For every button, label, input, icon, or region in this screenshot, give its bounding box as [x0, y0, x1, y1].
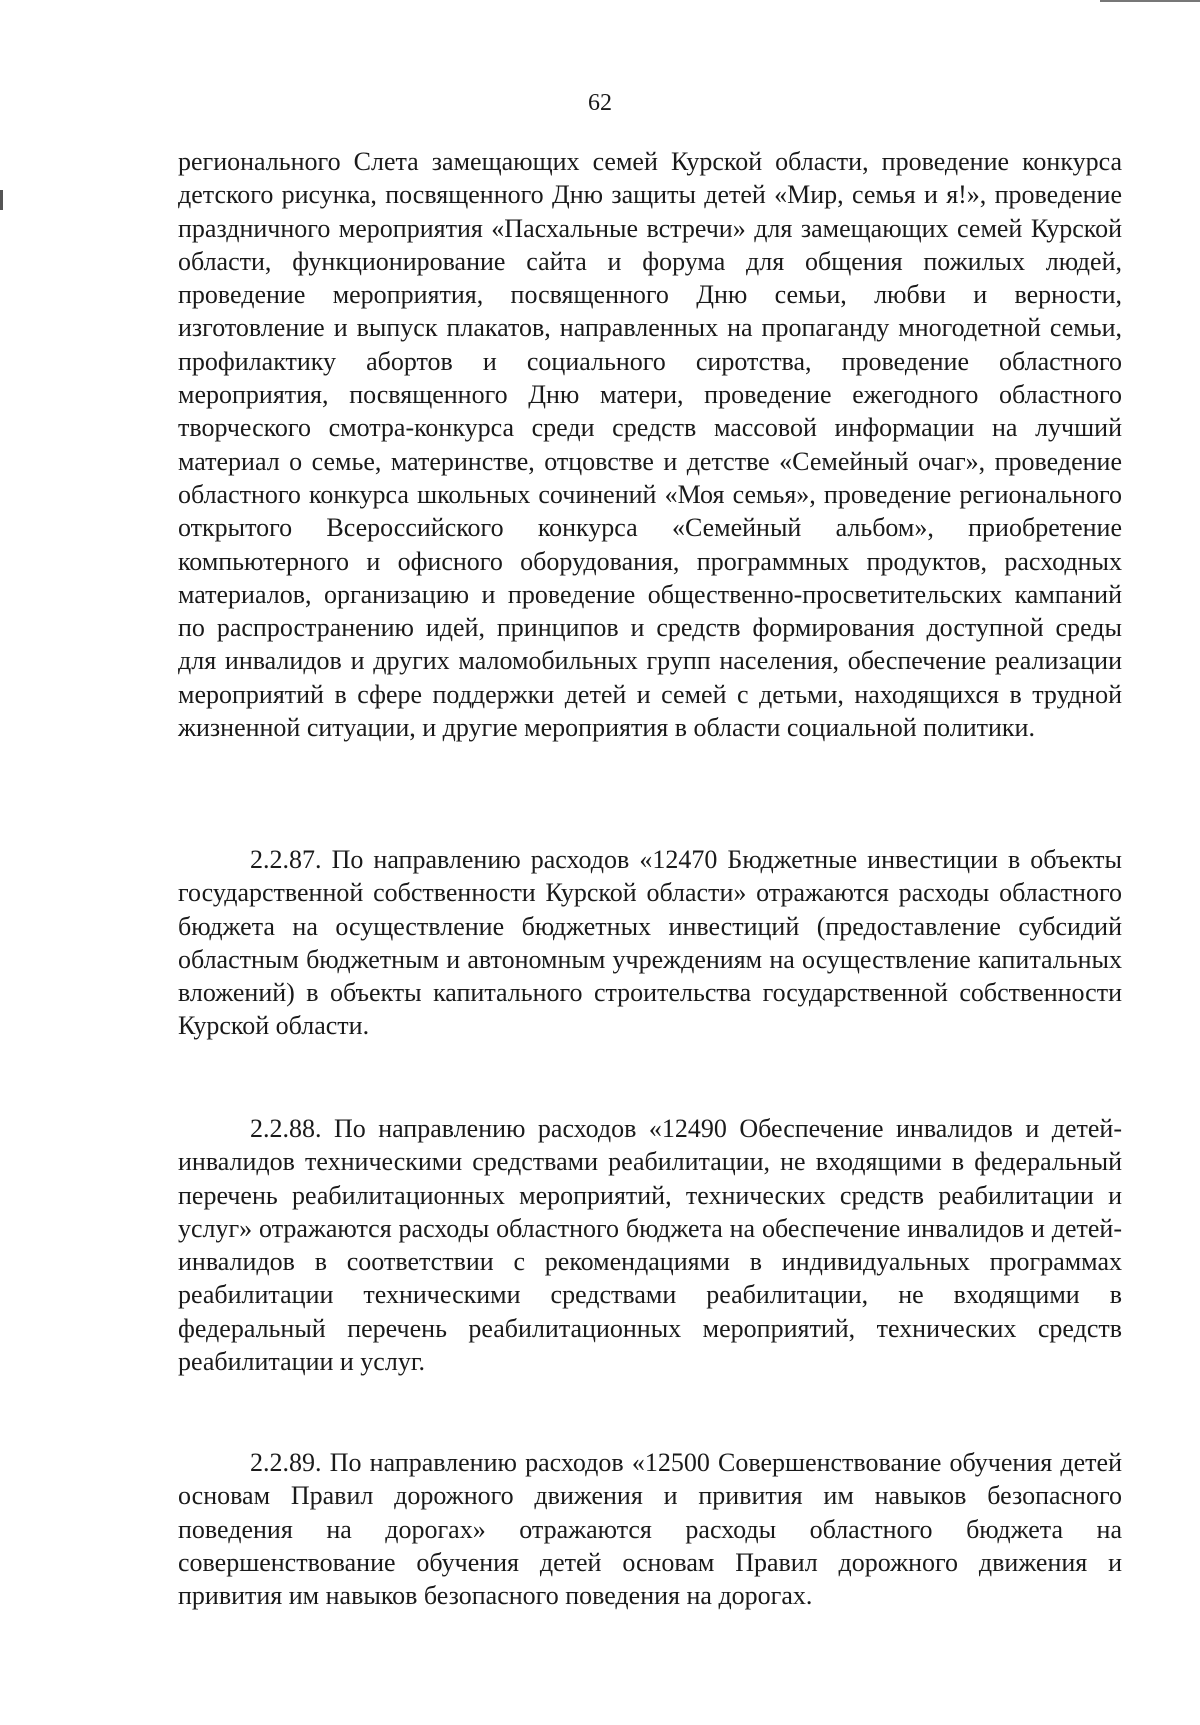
- scan-edge-line: [1100, 0, 1200, 2]
- paragraph-2-2-89: 2.2.89. По направлению расходов «12500 Совершенствование обучения детей основам Правил дорожного движения и привития им навыков безопасного поведения на дорогах» отражаются расходы областного бюджета на совершенствование обучения детей основам Правил дорожного движения и привития им навыков безопасного поведения на дорогах.: [178, 1448, 1122, 1611]
- paragraph-continuation: регионального Слета замещающих семей Курской области, проведение конкурса детского рисунка, посвященного Дню защиты детей «Мир, семья и я!», проведение праздничного мероприятия «Пасхальные встречи» для замещающих семей Курской области, функционирование сайта и форума для общения пожилых людей, проведение мероприятия, посвященного Дню семьи, любви и верности, изготовление и выпуск плакатов, направленных на пропаганду многодетной семьи, профилактику абортов и социального сиротства, проведение областного мероприятия, посвященного Дню матери, проведение ежегодного областного творческого смотра-конкурса среди средств массовой информации на лучший материал о семье, материнстве, отцовстве и детстве «Семейный очаг», проведение областного конкурса школьных сочинений «Моя семья», проведение регионального открытого Всероссийского конкурса «Семейный альбом», приобретение компьютерного и офисного оборудования, программных продуктов, расходных материалов, организацию и проведение общественно-просветительских кампаний по распространению идей, принципов и средств формирования доступной среды для инвалидов и других маломобильных групп населения, обеспечение реализации мероприятий в сфере поддержки детей и семей с детьми, находящихся в трудной жизненной ситуации, и другие мероприятия в области социальной политики.: [178, 147, 1122, 743]
- paragraph-2-2-87: 2.2.87. По направлению расходов «12470 Бюджетные инвестиции в объекты государственной собственности Курской области» отражаются расходы областного бюджета на осуществление бюджетных инвестиций (предоставление субсидий областным бюджетным и автономным учреждениям на осуществление капитальных вложений) в объекты капитального строительства государственной собственности Курской области.: [178, 845, 1122, 1041]
- scan-edge-mark: [0, 190, 3, 210]
- page-number: 62: [588, 90, 612, 116]
- paragraph-2-2-88: 2.2.88. По направлению расходов «12490 Обеспечение инвалидов и детей-инвалидов техническими средствами реабилитации, не входящими в федеральный перечень реабилитационных мероприятий, технических средств реабилитации и услуг» отражаются расходы областного бюджета на обеспечение инвалидов и детей-инвалидов в соответствии с рекомендациями в индивидуальных программах реабилитации техническими средствами реабилитации, не входящими в федеральный перечень реабилитационных мероприятий, технических средств реабилитации и услуг.: [178, 1114, 1122, 1377]
